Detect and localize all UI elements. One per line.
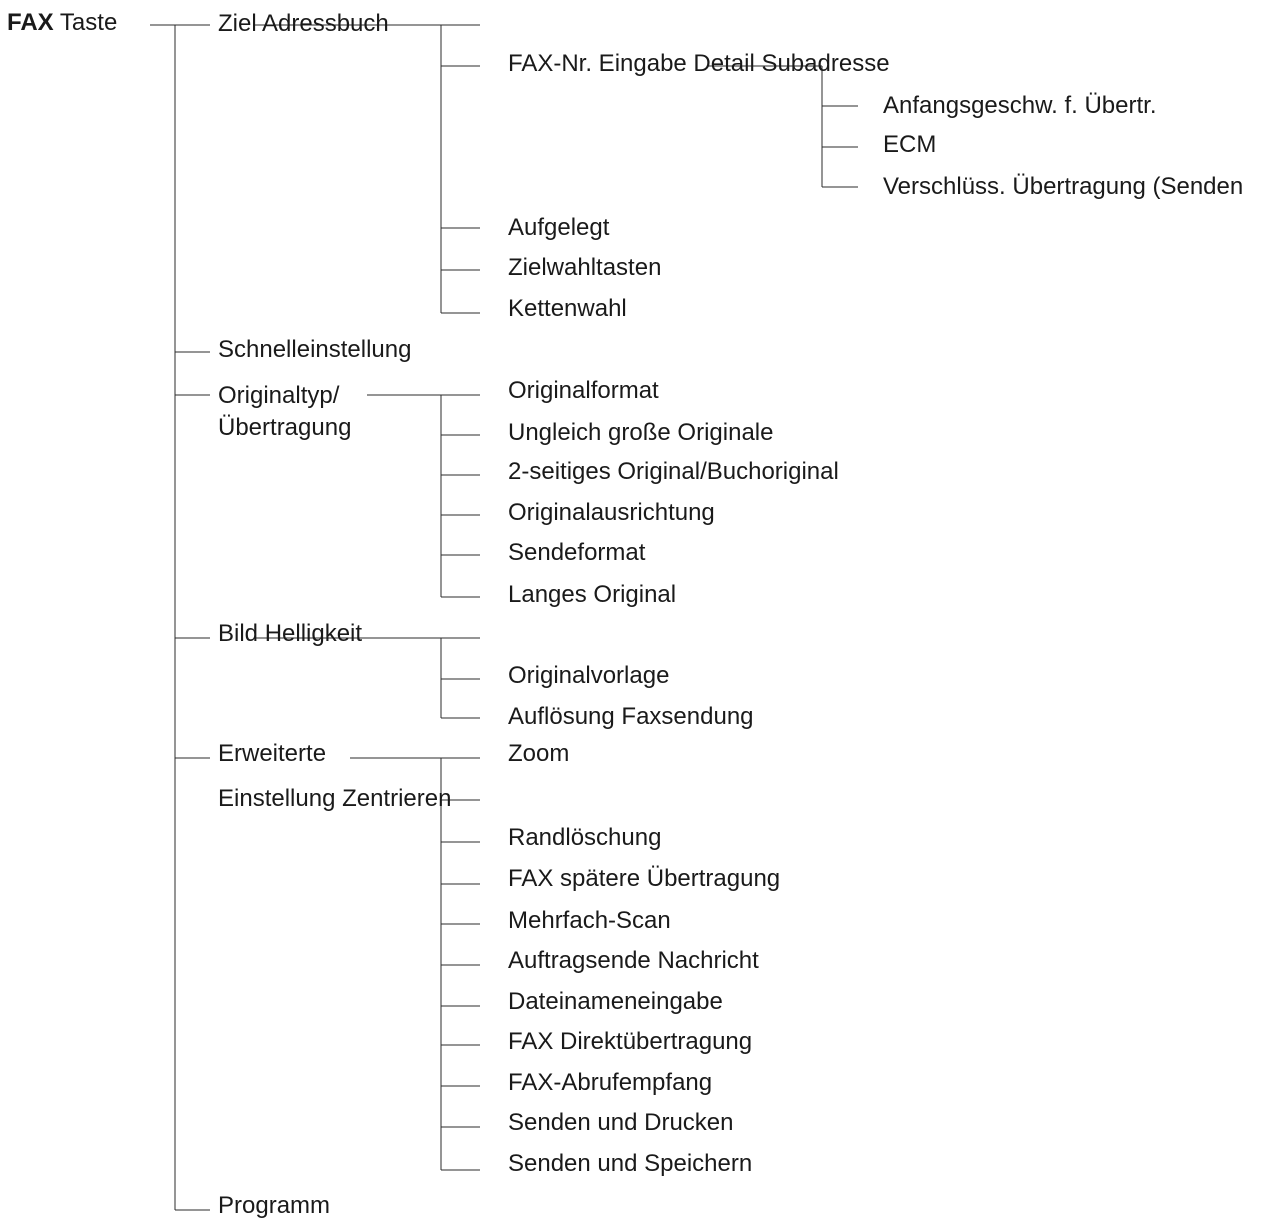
- node-senden-und-drucken: Senden und Drucken: [508, 1109, 734, 1136]
- node-erweiterte-line2: Einstellung Zentrieren: [218, 785, 452, 812]
- node-ecm: ECM: [883, 131, 937, 158]
- node-langes-original: Langes Original: [508, 581, 677, 608]
- node-mehrfach-scan: Mehrfach-Scan: [508, 907, 671, 934]
- node-programm: Programm: [218, 1192, 331, 1219]
- node-fax-abrufempfang: FAX-Abrufempfang: [508, 1069, 713, 1096]
- root-node-rest: Taste: [53, 9, 118, 36]
- node-randloeschung: Randlöschung: [508, 824, 662, 851]
- node-senden-und-speichern: Senden und Speichern: [508, 1150, 753, 1177]
- node-bild-helligkeit: Bild Helligkeit: [218, 620, 363, 647]
- node-originaltyp-line1: Originaltyp/: [218, 382, 340, 409]
- node-originalausrichtung: Originalausrichtung: [508, 499, 715, 526]
- node-zoom: Zoom: [508, 740, 570, 767]
- node-fax-nr-eingabe: FAX-Nr. Eingabe Detail Subadresse: [508, 50, 890, 77]
- node-anfangsgeschw: Anfangsgeschw. f. Übertr.: [883, 92, 1157, 119]
- node-dateinameneingabe: Dateinameneingabe: [508, 988, 723, 1015]
- node-sendeformat: Sendeformat: [508, 539, 646, 566]
- node-erweiterte-line1: Erweiterte: [218, 740, 327, 767]
- node-fax-spaetere-uebertragung: FAX spätere Übertragung: [508, 865, 781, 892]
- node-aufgelegt: Aufgelegt: [508, 214, 610, 241]
- node-originalvorlage: Originalvorlage: [508, 662, 670, 689]
- node-originalformat: Originalformat: [508, 377, 659, 404]
- node-zweiseitiges-original: 2-seitiges Original/Buchoriginal: [508, 458, 839, 485]
- node-ziel-adressbuch: Ziel Adressbuch: [218, 10, 389, 37]
- node-kettenwahl: Kettenwahl: [508, 295, 627, 322]
- node-aufloesung-faxsendung: Auflösung Faxsendung: [508, 703, 754, 730]
- node-auftragsende-nachricht: Auftragsende Nachricht: [508, 947, 759, 974]
- node-verschluess-uebertragung: Verschlüss. Übertragung (Senden: [883, 173, 1244, 200]
- node-schnelleinstellung: Schnelleinstellung: [218, 336, 412, 363]
- node-zielwahltasten: Zielwahltasten: [508, 254, 662, 281]
- node-ungleich-grosse-originale: Ungleich große Originale: [508, 419, 774, 446]
- node-fax-direktuebertragung: FAX Direktübertragung: [508, 1028, 753, 1055]
- root-node-label: [7, 9, 117, 36]
- node-originaltyp-line2: Übertragung: [218, 414, 352, 441]
- root-node-bold: FAX: [7, 9, 54, 36]
